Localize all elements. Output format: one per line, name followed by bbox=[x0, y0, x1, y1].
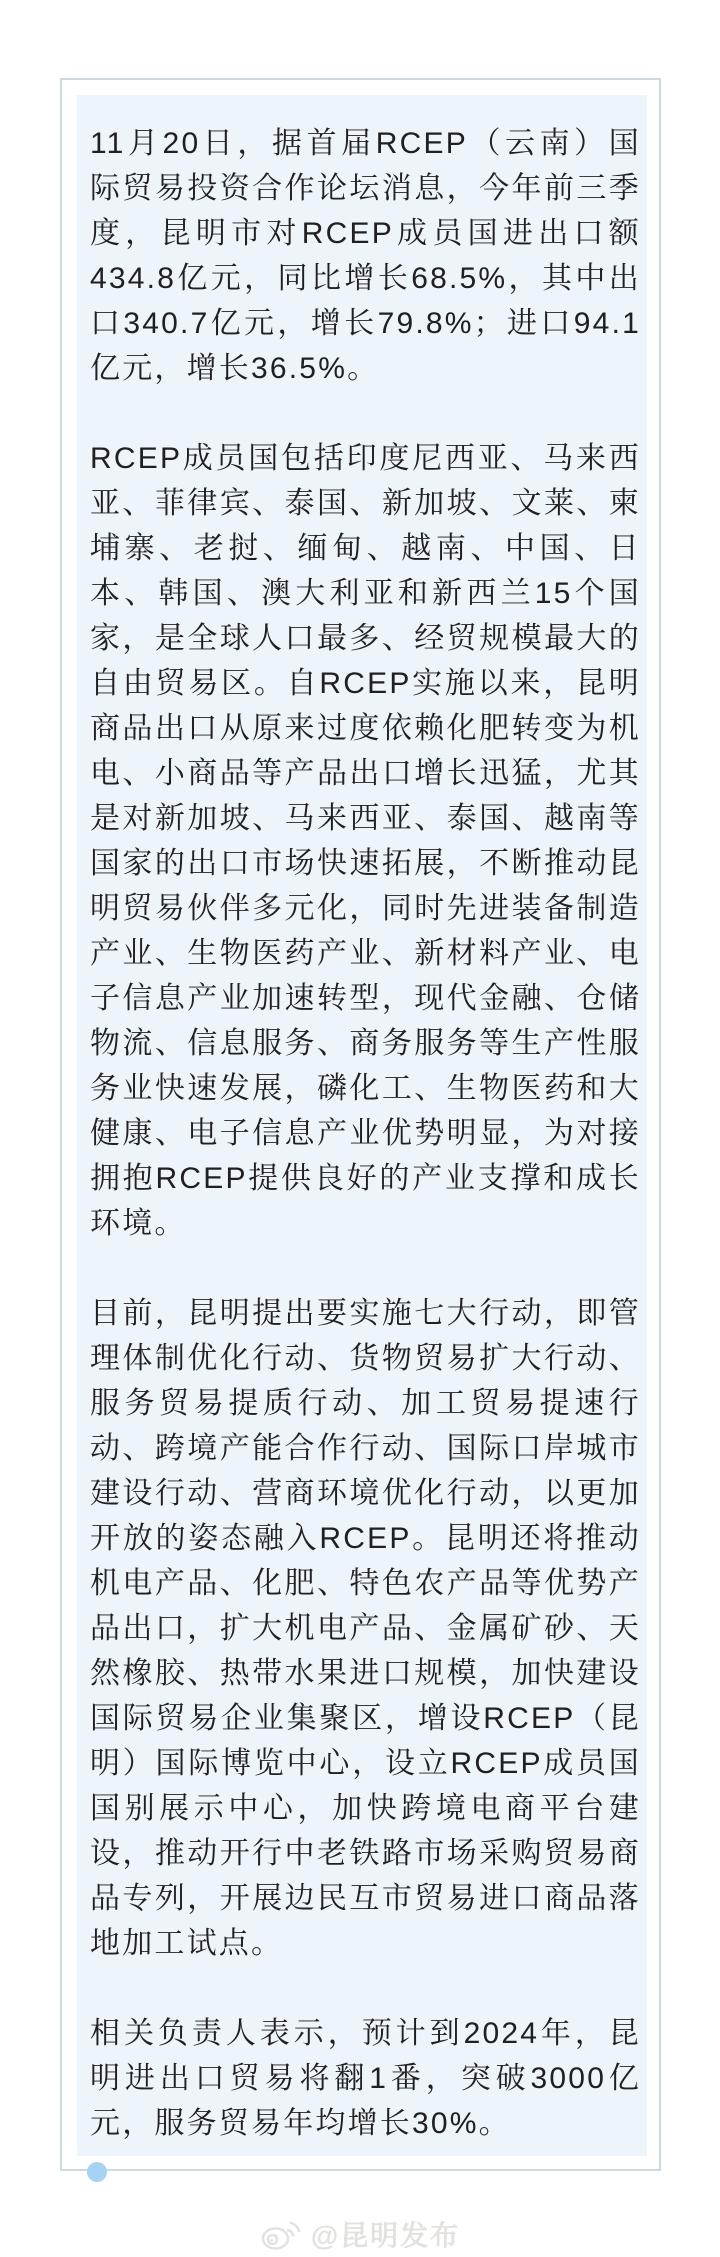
paragraph-trade-figures: 11月20日，据首届RCEP（云南）国际贸易投资合作论坛消息，今年前三季度，昆明市对RCEP成员国进出口额434.8亿元，同比增长68.5%，其中出口340.7亿元，增长79.8%；进口94.1亿元，增长36.5%。 bbox=[90, 127, 641, 385]
weibo-icon bbox=[260, 2217, 302, 2251]
paragraph-seven-actions: 目前，昆明提出要实施七大行动，即管理体制优化行动、货物贸易扩大行动、服务贸易提质行动、加工贸易提速行动、跨境产能合作行动、国际口岸城市建设行动、营商环境优化行动，以更加开放的姿态融入RCEP。昆明还将推动机电产品、化肥、特色农产品等优势产品出口，扩大机电产品、金属矿砂、天然橡胶、热带水果进口规模，加快建设国际贸易企业集聚区，增设RCEP（昆明）国际博览中心，设立RCEP成员国国别展示中心，加快跨境电商平台建设，推动开行中老铁路市场采购贸易商品专列，开展边民互市贸易进口商品落地加工试点。 bbox=[90, 1297, 641, 1960]
paragraph-rcep-members: RCEP成员国包括印度尼西亚、马来西亚、菲律宾、泰国、新加坡、文莱、柬埔寨、老挝、缅甸、越南、中国、日本、韩国、澳大利亚和新西兰15个国家，是全球人口最多、经贸规模最大的自由贸易区。自RCEP实施以来，昆明商品出口从原来过度依赖化肥转变为机电、小商品等产品出口增长迅猛，尤其是对新加坡、马来西亚、泰国、越南等国家的出口市场快速拓展，不断推动昆明贸易伙伴多元化，同时先进装备制造产业、生物医药产业、新材料产业、电子信息产业加速转型，现代金融、仓储物流、信息服务、商务服务等生产性服务业快速发展，磷化工、生物医药和大健康、电子信息产业优势明显，为对接拥抱RCEP提供良好的产业支撑和成长环境。 bbox=[90, 442, 641, 1240]
article-card bbox=[77, 95, 647, 2156]
paragraph-2024-forecast: 相关负责人表示，预计到2024年，昆明进出口贸易将翻1番，突破3000亿元，服务贸易年均增长30%。 bbox=[90, 2017, 641, 2140]
article-frame bbox=[60, 78, 661, 2171]
corner-dot bbox=[87, 2162, 107, 2182]
watermark-text: @昆明发布 bbox=[310, 2220, 461, 2251]
watermark bbox=[0, 2214, 720, 2254]
